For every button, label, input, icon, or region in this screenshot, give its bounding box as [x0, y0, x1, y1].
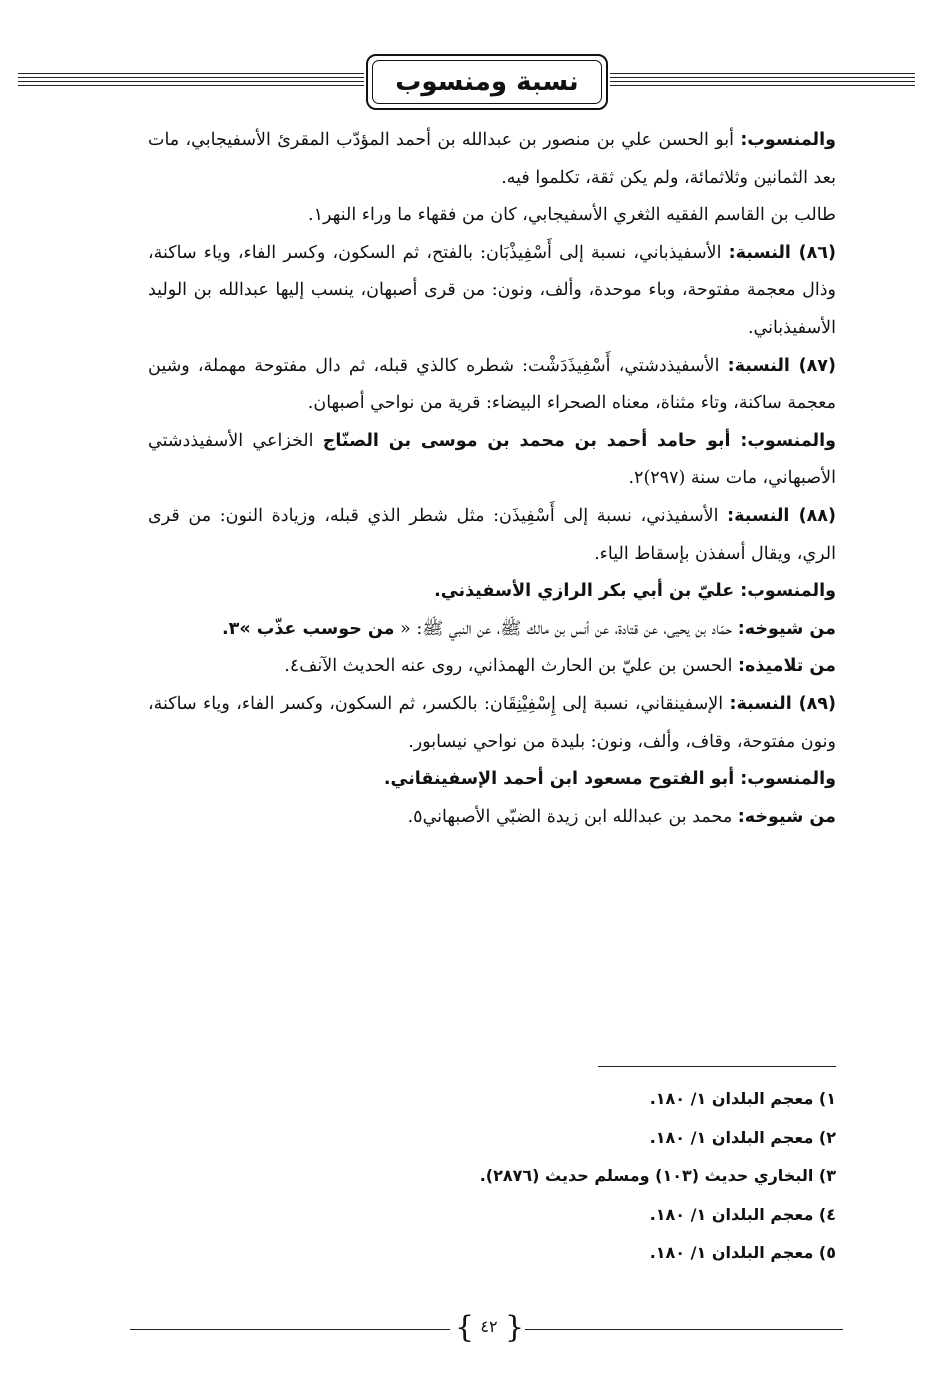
page-title: نسبة ومنسوب — [372, 60, 602, 104]
footer-rule-right — [525, 1329, 843, 1330]
paragraph-label: والمنسوب: — [740, 130, 836, 150]
paragraph — [148, 197, 836, 235]
paragraph — [148, 686, 836, 761]
brace-left-icon: { — [455, 1310, 475, 1345]
footnote-separator — [598, 1066, 836, 1067]
header-title-box — [366, 54, 608, 110]
paragraph — [148, 423, 836, 498]
paragraph — [148, 799, 836, 837]
footnote: ٣) البخاري حديث (١٠٣) ومسلم حديث (٢٨٧٦). — [479, 1166, 836, 1186]
paragraph-text: الأسفيذني، نسبة إلى أَسْفِيذَن: مثل شطر الذي قبله، وزيادة النون: من قرى الري، ويقال أسفذن بإسقاط الياء. — [148, 505, 836, 564]
footnote: ٢) معجم البلدان ١/ ١٨٠. — [649, 1127, 836, 1147]
paragraph — [148, 761, 836, 799]
paragraph — [148, 648, 836, 686]
footnote: ٤) معجم البلدان ١/ ١٨٠. — [649, 1204, 836, 1224]
paragraph-text: الخزاعي الأسفيذدشتي الأصبهاني، مات سنة (٢٩٧)٢. — [148, 430, 836, 489]
paragraph-text: الأسفيذدشتي، أَسْفِيذَدَشْت: شطره كالذي قبله، ثم دال مفتوحة مهملة، وشين معجمة ساكنة، وتاء مثناة، معناه الصحراء البيضاء: قرية من نواحي أصبهان. — [148, 355, 836, 414]
paragraph-label: من شيوخه: — [737, 806, 836, 827]
paragraph-label: والمنسوب: أبو حامد أحمد بن محمد بن موسى بن الصنّاج — [322, 430, 837, 451]
paragraph — [148, 498, 836, 573]
paragraph-label: (٨٩) النسبة: — [729, 693, 836, 714]
paragraph-text: أبو الحسن علي بن منصور بن عبدالله بن أحمد المؤدّب المقرئ الأسفيجابي، مات بعد الثمانين وثلاثمائة، ولم يكن ثقة، تكلموا فيه. — [148, 130, 836, 188]
footer-rule-left — [130, 1329, 450, 1330]
footnotes — [136, 1080, 836, 1273]
paragraph-label: (٨٦) النسبة: — [728, 242, 836, 263]
paragraph — [148, 611, 836, 649]
main-text — [148, 122, 836, 836]
paragraph — [148, 573, 836, 611]
paragraph-label: من تلاميذه: — [738, 656, 836, 677]
paragraph — [148, 122, 836, 197]
paragraph-text: محمد بن عبدالله ابن زيدة الضبّي الأصبهاني٥. — [407, 806, 738, 827]
header-rule-right — [610, 73, 915, 91]
paragraph-label: (٨٧) النسبة: — [727, 355, 836, 376]
footnote: ٥) معجم البلدان ١/ ١٨٠. — [649, 1243, 836, 1263]
paragraph-label: والمنسوب: عليّ بن أبي بكر الرازي الأسفيذني. — [434, 581, 836, 602]
paragraph-label: (٨٨) النسبة: — [727, 505, 836, 526]
paragraph-label: من شيوخه: — [737, 618, 836, 639]
paragraph — [148, 348, 836, 423]
paragraph-text: الإسفينقاني، نسبة إلى إِسْفِيْنِقَان: بالكسر، ثم السكون، وكسر الفاء، وياء ساكنة، ونون مفتوحة، وقاف، وألف، ونون: بليدة من نواحي نيسابور. — [148, 693, 836, 752]
paragraph-text: طالب بن القاسم الفقيه الثغري الأسفيجابي، كان من فقهاء ما وراء النهر١. — [308, 205, 836, 226]
footnote: ١) معجم البلدان ١/ ١٨٠. — [649, 1089, 836, 1108]
brace-right-icon: } — [505, 1310, 525, 1345]
page-number: ٤٢ — [480, 1317, 498, 1336]
hadith-text: من حوسب عذّب »٣. — [222, 618, 395, 639]
paragraph-text: حمّاد بن يحيى، عن قتادة، عن أنس بن مالك ﷺ، عن النبي ﷺ: « — [394, 618, 738, 639]
header-rule-left — [18, 73, 364, 91]
paragraph-label: والمنسوب: أبو الفتوح مسعود ابن أحمد الإسفينقاني. — [383, 769, 836, 790]
paragraph-text: الأسفيذباني، نسبة إلى أَسْفِيذْبَان: بالفتح، ثم السكون، وكسر الفاء، وياء ساكنة، وذال معجمة مفتوحة، وباء موحدة، وألف، ونون: من قرى أصبهان، ينسب إليها عبدالله بن الوليد الأسفيذباني. — [148, 242, 836, 338]
paragraph-text: الحسن بن عليّ بن الحارث الهمذاني، روى عنه الحديث الآنف٤. — [284, 656, 739, 677]
paragraph — [148, 235, 836, 348]
